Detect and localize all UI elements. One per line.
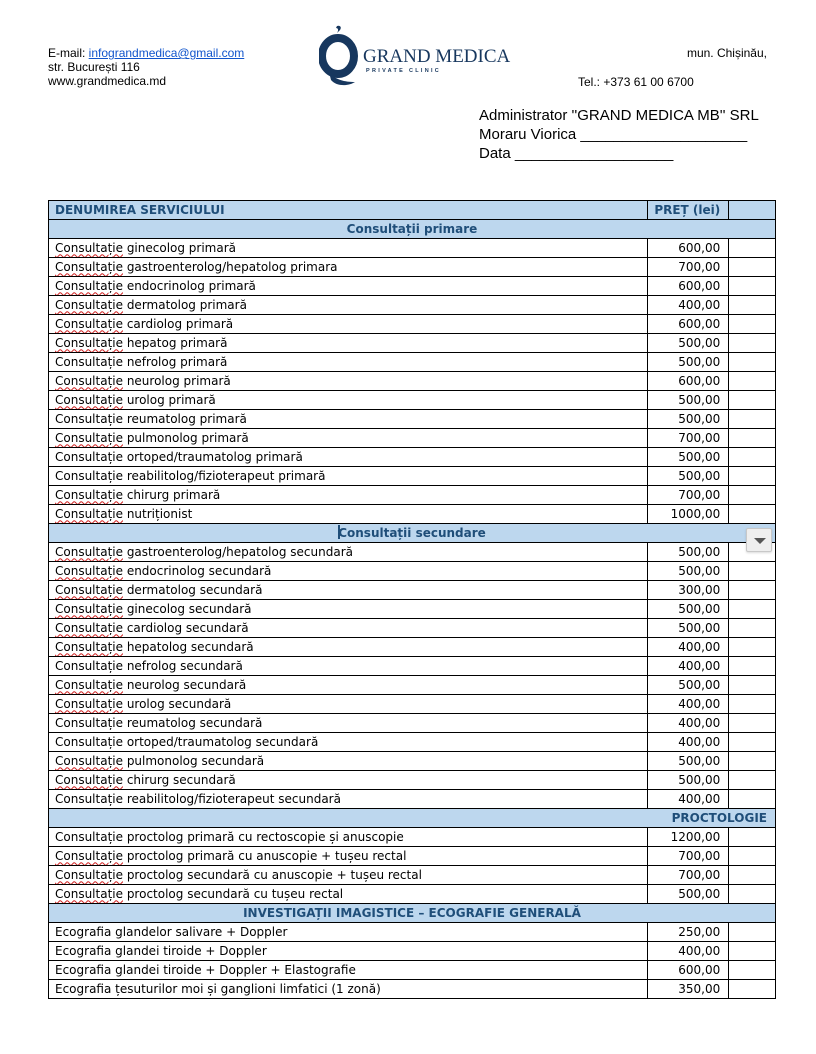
city: mun. Chișinău, (686, 46, 767, 60)
table-row (49, 486, 776, 505)
empty-cell[interactable] (729, 619, 776, 638)
price-cell[interactable]: 700,00 (648, 847, 729, 866)
table-row (49, 239, 776, 258)
service-name-cell[interactable]: Consultație hepatolog secundară (49, 638, 648, 657)
service-name-cell[interactable]: Consultație cardiolog secundară (49, 619, 648, 638)
empty-cell[interactable] (729, 695, 776, 714)
spellcheck-word: Consultație (55, 848, 123, 863)
service-name-cell[interactable]: Consultație proctolog secundară cu anuscopie + tușeu rectal (49, 866, 648, 885)
price-cell[interactable]: 400,00 (648, 638, 729, 657)
spellcheck-word: Consultație (55, 316, 123, 331)
empty-cell[interactable] (729, 410, 776, 429)
service-name-cell[interactable]: Consultație pulmonolog secundară (49, 752, 648, 771)
empty-cell[interactable] (729, 980, 776, 999)
service-name-cell[interactable]: Consultație ginecolog primară (49, 239, 648, 258)
price-cell[interactable]: 500,00 (648, 410, 729, 429)
column-header-service[interactable]: DENUMIREA SERVICIULUI (49, 201, 648, 220)
service-name-cell[interactable]: Ecografia glandelor salivare + Doppler (49, 923, 648, 942)
price-cell[interactable]: 500,00 (648, 448, 729, 467)
service-name-cell[interactable]: Consultație chirurg primară (49, 486, 648, 505)
empty-cell[interactable] (729, 961, 776, 980)
empty-cell[interactable] (729, 258, 776, 277)
approval-block (479, 106, 759, 163)
email-label: E-mail: (48, 46, 89, 60)
service-name-cell[interactable]: Consultație dermatolog secundară (49, 581, 648, 600)
price-cell[interactable]: 700,00 (648, 866, 729, 885)
table-row (49, 923, 776, 942)
table-row (49, 733, 776, 752)
price-cell[interactable]: 400,00 (648, 790, 729, 809)
spellcheck-word: Consultație (55, 620, 123, 635)
empty-cell[interactable] (729, 676, 776, 695)
table-row (49, 600, 776, 619)
price-cell[interactable]: 600,00 (648, 277, 729, 296)
price-cell[interactable]: 500,00 (648, 562, 729, 581)
table-row (49, 980, 776, 999)
table-row (49, 885, 776, 904)
table-row (49, 771, 776, 790)
service-name-cell[interactable]: Ecografia glandei tiroide + Doppler + Elastografie (49, 961, 648, 980)
service-name-cell[interactable]: Consultație proctolog secundară cu tușeu rectal (49, 885, 648, 904)
price-cell[interactable]: 1200,00 (648, 828, 729, 847)
price-cell[interactable]: 500,00 (648, 467, 729, 486)
empty-cell[interactable] (729, 467, 776, 486)
table-row (49, 828, 776, 847)
spellcheck-word: Consultație (55, 297, 123, 312)
price-cell[interactable]: 600,00 (648, 239, 729, 258)
empty-cell[interactable] (729, 239, 776, 258)
table-row (49, 657, 776, 676)
price-cell[interactable]: 400,00 (648, 942, 729, 961)
price-cell[interactable]: 500,00 (648, 334, 729, 353)
address: str. București 116 (48, 60, 140, 74)
service-name-cell[interactable]: Consultație gastroenterolog/hepatolog primara (49, 258, 648, 277)
column-header-extra[interactable] (729, 201, 776, 220)
price-cell[interactable]: 500,00 (648, 600, 729, 619)
price-cell[interactable]: 350,00 (648, 980, 729, 999)
approval-signature-line: Moraru Viorica ____________________ (479, 126, 748, 143)
price-cell[interactable]: 400,00 (648, 714, 729, 733)
empty-cell[interactable] (729, 638, 776, 657)
service-name-cell[interactable]: Consultație ortoped/traumatolog secundară (49, 733, 648, 752)
approval-title: Administrator ''GRAND MEDICA MB'' SRL (479, 107, 759, 124)
service-name-cell[interactable]: Consultație neurolog primară (49, 372, 648, 391)
price-table (48, 200, 776, 999)
service-name-cell[interactable]: Consultație chirurg secundară (49, 771, 648, 790)
table-row (49, 752, 776, 771)
logo-q-icon (319, 24, 363, 88)
price-cell[interactable]: 500,00 (648, 676, 729, 695)
spellcheck-word: Consultație (55, 259, 123, 274)
price-cell[interactable]: 400,00 (648, 657, 729, 676)
section-header-row (49, 220, 776, 239)
empty-cell[interactable] (729, 372, 776, 391)
section-title-text: Consultații secundare (338, 525, 486, 540)
website: www.grandmedica.md (48, 74, 167, 88)
price-cell[interactable]: 400,00 (648, 733, 729, 752)
section-title[interactable] (49, 524, 776, 543)
logo-name: GRAND MEDICA (363, 46, 511, 67)
table-row (49, 296, 776, 315)
service-name-cell[interactable]: Consultație gastroenterolog/hepatolog secundară (49, 543, 648, 562)
table-row (49, 315, 776, 334)
spellcheck-word: Consultație (55, 544, 123, 559)
table-row (49, 372, 776, 391)
empty-cell[interactable] (729, 923, 776, 942)
dropdown-toggle-button[interactable] (746, 528, 772, 552)
empty-cell[interactable] (729, 486, 776, 505)
service-name-cell[interactable]: Consultație ortoped/traumatolog primară (49, 448, 648, 467)
table-row (49, 961, 776, 980)
service-name-cell[interactable]: Consultație proctolog primară cu rectoscopie și anuscopie (49, 828, 648, 847)
table-row (49, 714, 776, 733)
empty-cell[interactable] (729, 334, 776, 353)
table-row (49, 562, 776, 581)
spellcheck-word: Consultație (55, 677, 123, 692)
table-row (49, 391, 776, 410)
empty-cell[interactable] (729, 448, 776, 467)
spellcheck-word: Consultație (55, 582, 123, 597)
spellcheck-word: Consultație (55, 563, 123, 578)
spellcheck-word: Consultație (55, 278, 123, 293)
spellcheck-word: Consultație (55, 430, 123, 445)
price-cell[interactable]: 500,00 (648, 885, 729, 904)
empty-cell[interactable] (729, 296, 776, 315)
price-cell[interactable]: 500,00 (648, 619, 729, 638)
service-name-cell[interactable]: Consultație nutriționist (49, 505, 648, 524)
table-row (49, 505, 776, 524)
service-name-cell[interactable]: Consultație reumatolog secundară (49, 714, 648, 733)
empty-cell[interactable] (729, 505, 776, 524)
contact-block (48, 46, 244, 88)
table-row (49, 619, 776, 638)
price-cell[interactable]: 500,00 (648, 353, 729, 372)
table-row (49, 334, 776, 353)
service-name-cell[interactable]: Consultație reabilitolog/fizioterapeut secundară (49, 790, 648, 809)
price-cell[interactable]: 600,00 (648, 315, 729, 334)
section-header-row (49, 524, 776, 543)
section-title[interactable]: PROCTOLOGIE (49, 809, 776, 828)
table-row (49, 448, 776, 467)
price-cell[interactable]: 400,00 (648, 695, 729, 714)
logo (319, 24, 511, 88)
price-cell[interactable]: 500,00 (648, 543, 729, 562)
empty-cell[interactable] (729, 714, 776, 733)
service-name-cell[interactable]: Consultație pulmonolog primară (49, 429, 648, 448)
table-row (49, 410, 776, 429)
service-name-cell[interactable]: Ecografia glandei tiroide + Doppler (49, 942, 648, 961)
price-cell[interactable]: 500,00 (648, 752, 729, 771)
price-cell[interactable]: 250,00 (648, 923, 729, 942)
table-row (49, 429, 776, 448)
email-link[interactable]: infograndmedica@gmail.com (88, 46, 245, 60)
empty-cell[interactable] (729, 581, 776, 600)
email-line (48, 46, 244, 60)
price-cell[interactable]: 300,00 (648, 581, 729, 600)
price-cell[interactable]: 600,00 (648, 372, 729, 391)
table-row (49, 581, 776, 600)
empty-cell[interactable] (729, 315, 776, 334)
table-row (49, 847, 776, 866)
price-cell[interactable]: 600,00 (648, 961, 729, 980)
spellcheck-word: Consultație (55, 886, 123, 901)
empty-cell[interactable] (729, 600, 776, 619)
table-row (49, 353, 776, 372)
spellcheck-word: Consultație (55, 639, 123, 654)
section-title[interactable]: Consultații primare (49, 220, 776, 239)
table-row (49, 638, 776, 657)
spellcheck-word: Consultație (55, 506, 123, 521)
empty-cell[interactable] (729, 771, 776, 790)
empty-cell[interactable] (729, 562, 776, 581)
empty-cell[interactable] (729, 866, 776, 885)
empty-cell[interactable] (729, 847, 776, 866)
spellcheck-word: Consultație (55, 487, 123, 502)
spellcheck-word: Consultație (55, 240, 123, 255)
service-name-cell[interactable]: Consultație cardiolog primară (49, 315, 648, 334)
phone: Tel.: +373 61 00 6700 (578, 75, 694, 89)
spellcheck-word: Consultație (55, 753, 123, 768)
service-name-cell[interactable]: Consultație dermatolog primară (49, 296, 648, 315)
table-row (49, 277, 776, 296)
spellcheck-word: Consultație (55, 601, 123, 616)
table-row (49, 467, 776, 486)
price-cell[interactable]: 700,00 (648, 429, 729, 448)
service-name-cell[interactable]: Consultație proctolog primară cu anuscopie + tușeu rectal (49, 847, 648, 866)
empty-cell[interactable] (729, 885, 776, 904)
table-row (49, 866, 776, 885)
service-name-cell[interactable]: Consultație endocrinolog primară (49, 277, 648, 296)
service-name-cell[interactable]: Consultație reumatolog primară (49, 410, 648, 429)
service-name-cell[interactable]: Consultație nefrolog primară (49, 353, 648, 372)
price-cell[interactable]: 700,00 (648, 258, 729, 277)
service-name-cell[interactable]: Consultație nefrolog secundară (49, 657, 648, 676)
spellcheck-word: Consultație (55, 335, 123, 350)
service-name-cell[interactable]: Consultație neurolog secundară (49, 676, 648, 695)
empty-cell[interactable] (729, 657, 776, 676)
spellcheck-word: Consultație (55, 867, 123, 882)
service-name-cell[interactable]: Consultație ginecolog secundară (49, 600, 648, 619)
empty-cell[interactable] (729, 733, 776, 752)
price-cell[interactable]: 500,00 (648, 771, 729, 790)
empty-cell[interactable] (729, 752, 776, 771)
empty-cell[interactable] (729, 429, 776, 448)
service-name-cell[interactable]: Consultație urolog secundară (49, 695, 648, 714)
price-cell[interactable]: 700,00 (648, 486, 729, 505)
column-header-price[interactable]: PREȚ (lei) (648, 201, 729, 220)
table-header-row (49, 201, 776, 220)
table-row (49, 543, 776, 562)
service-name-cell[interactable]: Consultație endocrinolog secundară (49, 562, 648, 581)
price-cell[interactable]: 500,00 (648, 391, 729, 410)
empty-cell[interactable] (729, 828, 776, 847)
spellcheck-word: Consultație (55, 772, 123, 787)
empty-cell[interactable] (729, 353, 776, 372)
spellcheck-word: Consultație (55, 696, 123, 711)
table-row (49, 790, 776, 809)
empty-cell[interactable] (729, 391, 776, 410)
logo-subtitle: PRIVATE CLINIC (366, 68, 442, 74)
service-name-cell[interactable]: Ecografia țesuturilor moi și ganglioni limfatici (1 zonă) (49, 980, 648, 999)
service-name-cell[interactable]: Consultație reabilitolog/fizioterapeut primară (49, 467, 648, 486)
approval-date-line: Data ___________________ (479, 145, 674, 162)
section-header-row (49, 904, 776, 923)
spellcheck-word: Consultație (55, 392, 123, 407)
table-row (49, 258, 776, 277)
empty-cell[interactable] (729, 277, 776, 296)
price-cell[interactable]: 400,00 (648, 296, 729, 315)
price-cell[interactable]: 1000,00 (648, 505, 729, 524)
table-row (49, 942, 776, 961)
section-header-row (49, 809, 776, 828)
section-title[interactable]: INVESTIGAȚII IMAGISTICE – ECOGRAFIE GENERALĂ (49, 904, 776, 923)
table-row (49, 676, 776, 695)
service-name-cell[interactable]: Consultație urolog primară (49, 391, 648, 410)
empty-cell[interactable] (729, 942, 776, 961)
table-row (49, 695, 776, 714)
service-name-cell[interactable]: Consultație hepatog primară (49, 334, 648, 353)
empty-cell[interactable] (729, 790, 776, 809)
spellcheck-word: Consultație (55, 373, 123, 388)
